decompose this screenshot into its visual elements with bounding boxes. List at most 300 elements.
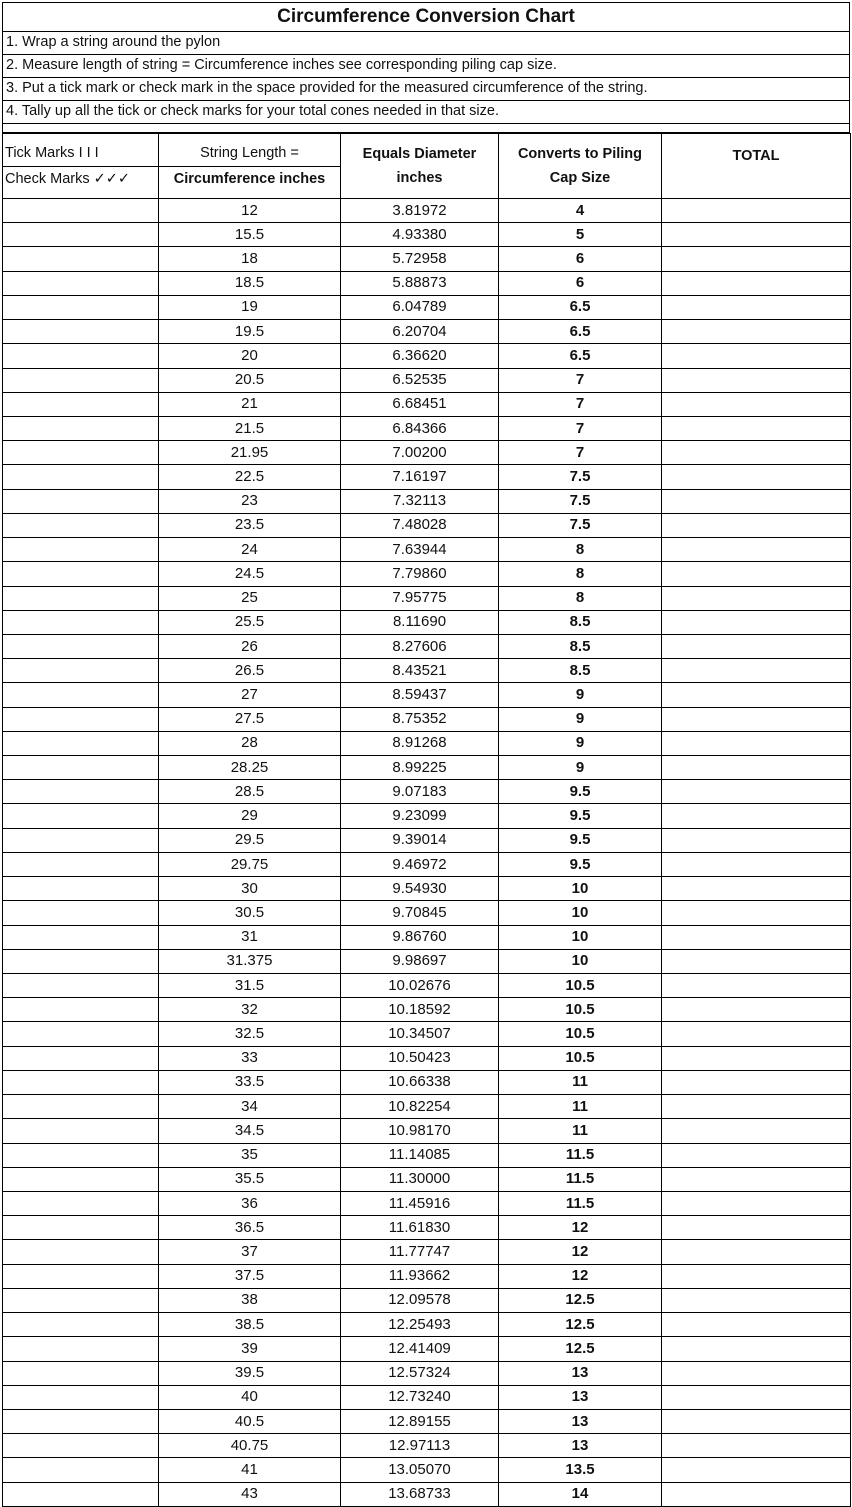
circumference-cell: 20 <box>159 344 341 368</box>
circumference-cell: 37 <box>159 1240 341 1264</box>
table-row <box>3 1337 851 1361</box>
table-row <box>3 731 851 755</box>
tick-mark-cell[interactable] <box>3 634 159 658</box>
circumference-cell: 18 <box>159 247 341 271</box>
cap-size-cell: 8.5 <box>499 610 662 634</box>
cap-size-cell: 10.5 <box>499 1046 662 1070</box>
diameter-cell: 13.05070 <box>341 1458 499 1482</box>
tick-mark-cell[interactable] <box>3 586 159 610</box>
total-cell[interactable] <box>662 1458 851 1482</box>
circumference-cell: 24 <box>159 538 341 562</box>
tick-mark-cell[interactable] <box>3 974 159 998</box>
table-row <box>3 974 851 998</box>
circumference-cell: 21.95 <box>159 441 341 465</box>
tick-mark-cell[interactable] <box>3 1070 159 1094</box>
circumference-cell: 25 <box>159 586 341 610</box>
tick-mark-cell[interactable] <box>3 489 159 513</box>
total-cell[interactable] <box>662 538 851 562</box>
diameter-header <box>341 134 499 199</box>
total-cell[interactable] <box>662 1313 851 1337</box>
total-cell[interactable] <box>662 1240 851 1264</box>
tick-mark-cell[interactable] <box>3 877 159 901</box>
total-cell[interactable] <box>662 707 851 731</box>
circumference-cell: 36.5 <box>159 1216 341 1240</box>
diameter-cell: 8.91268 <box>341 731 499 755</box>
tick-mark-cell[interactable] <box>3 1191 159 1215</box>
tick-mark-cell[interactable] <box>3 513 159 537</box>
table-row <box>3 828 851 852</box>
tick-mark-cell[interactable] <box>3 271 159 295</box>
total-cell[interactable] <box>662 223 851 247</box>
cap-size-cell: 14 <box>499 1482 662 1506</box>
diameter-cell: 6.68451 <box>341 392 499 416</box>
diameter-cell: 8.75352 <box>341 707 499 731</box>
string-length-label: String Length = <box>200 144 299 161</box>
total-cell[interactable] <box>662 1095 851 1119</box>
tick-mark-cell[interactable] <box>3 1022 159 1046</box>
total-cell[interactable] <box>662 1264 851 1288</box>
circumference-cell: 41 <box>159 1458 341 1482</box>
cap-size-cell: 4 <box>499 199 662 223</box>
circumference-cell: 31 <box>159 925 341 949</box>
table-row <box>3 852 851 876</box>
diameter-cell: 11.30000 <box>341 1167 499 1191</box>
cap-size-cell: 13 <box>499 1434 662 1458</box>
diameter-cell: 11.93662 <box>341 1264 499 1288</box>
circumference-cell: 33 <box>159 1046 341 1070</box>
circumference-cell: 25.5 <box>159 610 341 634</box>
table-row <box>3 489 851 513</box>
diameter-header-line1: Equals Diameter <box>362 146 477 162</box>
tick-mark-cell[interactable] <box>3 344 159 368</box>
total-cell[interactable] <box>662 465 851 489</box>
cap-size-cell: 8.5 <box>499 634 662 658</box>
total-cell[interactable] <box>662 974 851 998</box>
table-row <box>3 441 851 465</box>
tick-mark-cell[interactable] <box>3 683 159 707</box>
tick-mark-cell[interactable] <box>3 659 159 683</box>
diameter-cell: 11.77747 <box>341 1240 499 1264</box>
cap-size-header-line1: Converts to Piling <box>517 146 643 162</box>
circumference-cell: 24.5 <box>159 562 341 586</box>
table-row <box>3 538 851 562</box>
tick-mark-cell[interactable] <box>3 295 159 319</box>
tick-mark-cell[interactable] <box>3 223 159 247</box>
diameter-cell: 11.61830 <box>341 1216 499 1240</box>
diameter-cell: 6.84366 <box>341 416 499 440</box>
cap-size-cell: 6 <box>499 247 662 271</box>
circumference-cell: 38.5 <box>159 1313 341 1337</box>
circumference-cell: 23.5 <box>159 513 341 537</box>
diameter-cell: 10.18592 <box>341 998 499 1022</box>
total-cell[interactable] <box>662 780 851 804</box>
cap-size-cell: 10 <box>499 901 662 925</box>
cap-size-cell: 11 <box>499 1070 662 1094</box>
table-row <box>3 1143 851 1167</box>
total-cell[interactable] <box>662 1022 851 1046</box>
tick-mark-cell[interactable] <box>3 780 159 804</box>
cap-size-cell: 9.5 <box>499 780 662 804</box>
cap-size-cell: 7.5 <box>499 513 662 537</box>
total-cell[interactable] <box>662 949 851 973</box>
total-cell[interactable] <box>662 1385 851 1409</box>
total-cell[interactable] <box>662 610 851 634</box>
table-row <box>3 1167 851 1191</box>
table-body <box>3 199 851 1507</box>
cap-size-cell: 12 <box>499 1240 662 1264</box>
cap-size-cell: 12 <box>499 1264 662 1288</box>
table-row <box>3 756 851 780</box>
tick-mark-cell[interactable] <box>3 925 159 949</box>
tick-mark-cell[interactable] <box>3 416 159 440</box>
tick-marks-label: Tick Marks I I I <box>5 144 99 161</box>
cap-size-cell: 6.5 <box>499 344 662 368</box>
table-row <box>3 1070 851 1094</box>
circumference-cell: 32.5 <box>159 1022 341 1046</box>
cap-size-cell: 11 <box>499 1119 662 1143</box>
tick-mark-cell[interactable] <box>3 1095 159 1119</box>
table-row <box>3 295 851 319</box>
tick-mark-cell[interactable] <box>3 1046 159 1070</box>
table-row <box>3 1409 851 1433</box>
total-cell[interactable] <box>662 1361 851 1385</box>
circumference-cell: 37.5 <box>159 1264 341 1288</box>
tick-mark-cell[interactable] <box>3 1434 159 1458</box>
tick-mark-cell[interactable] <box>3 707 159 731</box>
circumference-cell: 12 <box>159 199 341 223</box>
circumference-cell: 30.5 <box>159 901 341 925</box>
cap-size-cell: 9.5 <box>499 828 662 852</box>
circumference-cell: 39.5 <box>159 1361 341 1385</box>
diameter-cell: 7.48028 <box>341 513 499 537</box>
diameter-cell: 12.57324 <box>341 1361 499 1385</box>
tick-mark-cell[interactable] <box>3 1337 159 1361</box>
table-row <box>3 513 851 537</box>
table-row <box>3 247 851 271</box>
total-cell[interactable] <box>662 1119 851 1143</box>
total-cell[interactable] <box>662 1409 851 1433</box>
diameter-cell: 7.63944 <box>341 538 499 562</box>
tick-mark-cell[interactable] <box>3 1240 159 1264</box>
total-cell[interactable] <box>662 586 851 610</box>
cap-size-cell: 10 <box>499 949 662 973</box>
tick-mark-cell[interactable] <box>3 465 159 489</box>
tick-mark-cell[interactable] <box>3 1409 159 1433</box>
diameter-cell: 6.04789 <box>341 295 499 319</box>
diameter-cell: 10.98170 <box>341 1119 499 1143</box>
instruction-4: 4. Tally up all the tick or check marks for your total cones needed in that size. <box>2 101 850 124</box>
table-row <box>3 1288 851 1312</box>
table-row <box>3 1361 851 1385</box>
table-row <box>3 1385 851 1409</box>
instruction-3: 3. Put a tick mark or check mark in the space provided for the measured circumference of the string. <box>2 78 850 101</box>
total-cell[interactable] <box>662 1337 851 1361</box>
tick-mark-cell[interactable] <box>3 1482 159 1506</box>
table-row <box>3 1119 851 1143</box>
circumference-cell: 19 <box>159 295 341 319</box>
total-cell[interactable] <box>662 925 851 949</box>
table-row <box>3 634 851 658</box>
total-cell[interactable] <box>662 852 851 876</box>
diameter-cell: 11.14085 <box>341 1143 499 1167</box>
table-row <box>3 949 851 973</box>
circumference-cell: 28.25 <box>159 756 341 780</box>
cap-size-cell: 10 <box>499 877 662 901</box>
table-row <box>3 1191 851 1215</box>
diameter-cell: 12.41409 <box>341 1337 499 1361</box>
spacer-row <box>2 124 850 133</box>
total-cell[interactable] <box>662 756 851 780</box>
total-cell[interactable] <box>662 804 851 828</box>
diameter-cell: 10.34507 <box>341 1022 499 1046</box>
table-row <box>3 1482 851 1506</box>
circumference-cell: 33.5 <box>159 1070 341 1094</box>
tick-marks-header <box>3 134 159 199</box>
total-cell[interactable] <box>662 1434 851 1458</box>
cap-size-cell: 6 <box>499 271 662 295</box>
cap-size-cell: 8 <box>499 586 662 610</box>
diameter-cell: 7.00200 <box>341 441 499 465</box>
table-row <box>3 344 851 368</box>
diameter-cell: 9.86760 <box>341 925 499 949</box>
diameter-cell: 12.09578 <box>341 1288 499 1312</box>
table-row <box>3 416 851 440</box>
tick-mark-cell[interactable] <box>3 756 159 780</box>
total-cell[interactable] <box>662 1143 851 1167</box>
total-cell[interactable] <box>662 247 851 271</box>
cap-size-cell: 6.5 <box>499 320 662 344</box>
cap-size-cell: 9 <box>499 707 662 731</box>
diameter-cell: 5.72958 <box>341 247 499 271</box>
total-cell[interactable] <box>662 731 851 755</box>
cap-size-cell: 12.5 <box>499 1337 662 1361</box>
table-row <box>3 465 851 489</box>
diameter-cell: 8.27606 <box>341 634 499 658</box>
tick-mark-cell[interactable] <box>3 1167 159 1191</box>
table-row <box>3 659 851 683</box>
table-row <box>3 562 851 586</box>
total-cell[interactable] <box>662 489 851 513</box>
tick-mark-cell[interactable] <box>3 320 159 344</box>
diameter-cell: 9.46972 <box>341 852 499 876</box>
diameter-cell: 13.68733 <box>341 1482 499 1506</box>
table-row <box>3 368 851 392</box>
diameter-cell: 9.23099 <box>341 804 499 828</box>
cap-size-cell: 7 <box>499 368 662 392</box>
circumference-cell: 35 <box>159 1143 341 1167</box>
total-cell[interactable] <box>662 901 851 925</box>
total-cell[interactable] <box>662 562 851 586</box>
tick-mark-cell[interactable] <box>3 441 159 465</box>
table-row <box>3 998 851 1022</box>
circumference-cell: 31.5 <box>159 974 341 998</box>
circumference-cell: 26 <box>159 634 341 658</box>
tick-mark-cell[interactable] <box>3 1143 159 1167</box>
cap-size-cell: 8 <box>499 538 662 562</box>
cap-size-cell: 11.5 <box>499 1143 662 1167</box>
cap-size-cell: 5 <box>499 223 662 247</box>
total-cell[interactable] <box>662 1482 851 1506</box>
total-cell[interactable] <box>662 659 851 683</box>
cap-size-cell: 11.5 <box>499 1167 662 1191</box>
tick-mark-cell[interactable] <box>3 1264 159 1288</box>
table-row <box>3 1240 851 1264</box>
diameter-cell: 12.73240 <box>341 1385 499 1409</box>
table-row <box>3 271 851 295</box>
cap-size-cell: 10.5 <box>499 974 662 998</box>
circumference-cell: 39 <box>159 1337 341 1361</box>
total-cell[interactable] <box>662 683 851 707</box>
diameter-cell: 10.50423 <box>341 1046 499 1070</box>
tick-mark-cell[interactable] <box>3 949 159 973</box>
tick-mark-cell[interactable] <box>3 1385 159 1409</box>
circumference-inches-label: Circumference inches <box>159 166 340 192</box>
table-row <box>3 610 851 634</box>
total-cell[interactable] <box>662 513 851 537</box>
diameter-cell: 7.79860 <box>341 562 499 586</box>
cap-size-header-line2: Cap Size <box>549 170 611 186</box>
table-row <box>3 1022 851 1046</box>
cap-size-cell: 9 <box>499 683 662 707</box>
diameter-cell: 6.52535 <box>341 368 499 392</box>
diameter-header-line2: inches <box>396 170 443 186</box>
total-cell[interactable] <box>662 1191 851 1215</box>
cap-size-cell: 10.5 <box>499 998 662 1022</box>
conversion-table <box>2 133 851 1507</box>
tick-mark-cell[interactable] <box>3 1216 159 1240</box>
diameter-cell: 9.39014 <box>341 828 499 852</box>
cap-size-cell: 10.5 <box>499 1022 662 1046</box>
tick-mark-cell[interactable] <box>3 392 159 416</box>
tick-mark-cell[interactable] <box>3 538 159 562</box>
circumference-cell: 27 <box>159 683 341 707</box>
total-cell[interactable] <box>662 998 851 1022</box>
circumference-cell: 30 <box>159 877 341 901</box>
circumference-cell: 26.5 <box>159 659 341 683</box>
total-cell[interactable] <box>662 392 851 416</box>
circumference-cell: 29.75 <box>159 852 341 876</box>
diameter-cell: 8.99225 <box>341 756 499 780</box>
check-marks-label: Check Marks ✓✓✓ <box>3 166 158 192</box>
diameter-cell: 9.98697 <box>341 949 499 973</box>
total-header: TOTAL <box>662 134 851 199</box>
cap-size-cell: 8 <box>499 562 662 586</box>
circumference-cell: 40.75 <box>159 1434 341 1458</box>
total-cell[interactable] <box>662 271 851 295</box>
table-row <box>3 780 851 804</box>
circumference-cell: 40.5 <box>159 1409 341 1433</box>
tick-mark-cell[interactable] <box>3 1288 159 1312</box>
table-row <box>3 804 851 828</box>
total-cell[interactable] <box>662 1046 851 1070</box>
cap-size-cell: 12 <box>499 1216 662 1240</box>
total-cell[interactable] <box>662 634 851 658</box>
total-cell[interactable] <box>662 199 851 223</box>
tick-mark-cell[interactable] <box>3 1361 159 1385</box>
total-cell[interactable] <box>662 368 851 392</box>
tick-mark-cell[interactable] <box>3 562 159 586</box>
diameter-cell: 9.54930 <box>341 877 499 901</box>
chart-title: Circumference Conversion Chart <box>2 2 850 32</box>
total-cell[interactable] <box>662 1070 851 1094</box>
tick-mark-cell[interactable] <box>3 199 159 223</box>
tick-mark-cell[interactable] <box>3 998 159 1022</box>
circumference-cell: 19.5 <box>159 320 341 344</box>
table-row <box>3 925 851 949</box>
cap-size-cell: 12.5 <box>499 1288 662 1312</box>
total-cell[interactable] <box>662 877 851 901</box>
diameter-cell: 12.89155 <box>341 1409 499 1433</box>
total-cell[interactable] <box>662 828 851 852</box>
cap-size-cell: 7 <box>499 416 662 440</box>
total-cell[interactable] <box>662 1216 851 1240</box>
table-row <box>3 1264 851 1288</box>
table-row <box>3 1216 851 1240</box>
tick-mark-cell[interactable] <box>3 852 159 876</box>
diameter-cell: 7.95775 <box>341 586 499 610</box>
circumference-cell: 23 <box>159 489 341 513</box>
tick-mark-cell[interactable] <box>3 1119 159 1143</box>
total-cell[interactable] <box>662 320 851 344</box>
table-row <box>3 1458 851 1482</box>
circumference-cell: 20.5 <box>159 368 341 392</box>
diameter-cell: 8.11690 <box>341 610 499 634</box>
circumference-cell: 34.5 <box>159 1119 341 1143</box>
diameter-cell: 9.07183 <box>341 780 499 804</box>
diameter-cell: 12.25493 <box>341 1313 499 1337</box>
table-row <box>3 1313 851 1337</box>
diameter-cell: 10.66338 <box>341 1070 499 1094</box>
tick-mark-cell[interactable] <box>3 804 159 828</box>
total-cell[interactable] <box>662 295 851 319</box>
cap-size-cell: 9 <box>499 756 662 780</box>
tick-mark-cell[interactable] <box>3 247 159 271</box>
circumference-cell: 36 <box>159 1191 341 1215</box>
cap-size-cell: 13 <box>499 1409 662 1433</box>
total-cell[interactable] <box>662 344 851 368</box>
diameter-cell: 9.70845 <box>341 901 499 925</box>
circumference-cell: 29 <box>159 804 341 828</box>
cap-size-cell: 13 <box>499 1385 662 1409</box>
table-row <box>3 586 851 610</box>
total-cell[interactable] <box>662 441 851 465</box>
circumference-cell: 18.5 <box>159 271 341 295</box>
tick-mark-cell[interactable] <box>3 901 159 925</box>
diameter-cell: 8.59437 <box>341 683 499 707</box>
diameter-cell: 7.16197 <box>341 465 499 489</box>
total-cell[interactable] <box>662 416 851 440</box>
tick-mark-cell[interactable] <box>3 731 159 755</box>
total-cell[interactable] <box>662 1167 851 1191</box>
circumference-cell: 28.5 <box>159 780 341 804</box>
table-row <box>3 1046 851 1070</box>
tick-mark-cell[interactable] <box>3 368 159 392</box>
tick-mark-cell[interactable] <box>3 828 159 852</box>
tick-mark-cell[interactable] <box>3 1458 159 1482</box>
table-row <box>3 392 851 416</box>
tick-mark-cell[interactable] <box>3 610 159 634</box>
cap-size-cell: 12.5 <box>499 1313 662 1337</box>
tick-mark-cell[interactable] <box>3 1313 159 1337</box>
diameter-cell: 5.88873 <box>341 271 499 295</box>
diameter-cell: 7.32113 <box>341 489 499 513</box>
cap-size-cell: 10 <box>499 925 662 949</box>
table-row <box>3 223 851 247</box>
cap-size-cell: 13.5 <box>499 1458 662 1482</box>
table-row <box>3 707 851 731</box>
total-cell[interactable] <box>662 1288 851 1312</box>
circumference-cell: 31.375 <box>159 949 341 973</box>
